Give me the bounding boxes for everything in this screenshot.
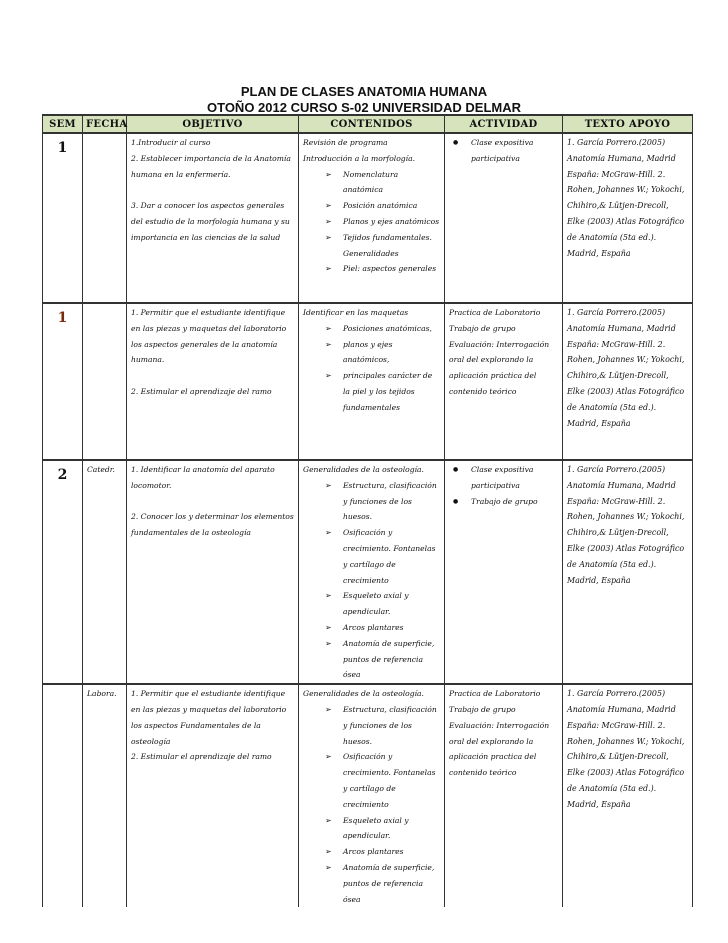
contenidos-list (303, 167, 440, 278)
sem-cell: 1 (43, 133, 83, 303)
actividad-text: Trabajo de grupo (449, 704, 516, 714)
list-item: ➢ Tejidos fundamentales. Generalidades (303, 230, 440, 262)
document-subtitle: OTOÑO 2012 CURSO S-02 UNIVERSIDAD DELMAR (207, 100, 521, 115)
actividad-text: Evaluación: Interrogación oral del explorando la aplicación práctica del contenido teórico (449, 339, 550, 396)
table-row (43, 684, 693, 907)
texto-apoyo-cell: 1. García Porrero.(2005) Anatomía Humana, Madrid España: McGraw-Hill. 2. Rohen, Johannes W.; Yokochi, Chihiro,& Lütjen-Drecoll, Elke (2003) Atlas Fotográfico de Anatomía (5ta ed.). Madrid, España (563, 684, 693, 907)
contenidos-cell (299, 460, 445, 684)
actividad-text: Evaluación: Interrogación oral del explorando la aplicación practica del contenido teórico (449, 720, 550, 778)
objetivo-text: 1.Introducir al curso (131, 138, 211, 147)
sem-cell: 2 (43, 460, 83, 684)
actividad-list (449, 462, 558, 509)
spacer (131, 182, 294, 198)
list-item: ➢ Estructura, clasificación y funciones de los huesos. (303, 478, 440, 525)
objetivo-cell (127, 684, 299, 907)
contenidos-cell (299, 133, 445, 303)
fecha-cell: Labora. (83, 684, 127, 907)
header-contenidos: CONTENIDOS (299, 115, 445, 133)
list-item: ➢ Arcos plantares (303, 844, 440, 860)
class-plan-table (42, 114, 693, 907)
sem-cell: 1 (43, 303, 83, 460)
list-item: ➢ Arcos plantares (303, 620, 440, 636)
table-row (43, 133, 693, 303)
list-item: ➢ Estructura, clasificación y funciones de los huesos. (303, 702, 440, 749)
list-item: ➢ Anatomía de superficie, puntos de referencia ósea (303, 860, 440, 907)
list-item: ➢ Osificación y crecimiento. Fontanelas y cartílago de crecimiento (303, 749, 440, 812)
list-item: ● Clase expositiva participativa (449, 135, 558, 167)
table-row (43, 460, 693, 684)
objetivo-text: 2. Estimular el aprendizaje del ramo (131, 386, 272, 396)
texto-apoyo-cell: 1. García Porrero.(2005) Anatomía Humana, Madrid España: McGraw-Hill. 2. Rohen, Johannes W.; Yokochi, Chihiro,& Lütjen-Drecoll, Elke (2003) Atlas Fotográfico de Anatomía (5ta ed.). Madrid, España (563, 303, 693, 460)
contenidos-cell (299, 684, 445, 907)
contenidos-intro: Generalidades de la osteología. (303, 689, 424, 699)
spacer (131, 368, 294, 384)
list-item: ➢ Posición anatómica (303, 198, 440, 214)
actividad-cell (445, 303, 563, 460)
contenidos-list (303, 321, 440, 416)
header-actividad: ACTIVIDAD (445, 115, 563, 133)
objetivo-text: 3. Dar a conocer los aspectos generales del estudio de la morfología humana y su importancia en las ciencias de la salud (131, 201, 290, 242)
actividad-cell (445, 133, 563, 303)
list-item: ➢ Osificación y crecimiento. Fontanelas y cartílago de crecimiento (303, 525, 440, 588)
objetivo-text: 1. Identificar la anatomía del aparato locomotor. (131, 465, 275, 490)
objetivo-cell (127, 460, 299, 684)
actividad-text: Practica de Laboratorio (449, 308, 541, 317)
fecha-cell: Catedr. (83, 460, 127, 684)
list-item: ➢ Esqueleto axial y apendicular. (303, 813, 440, 845)
actividad-list (449, 135, 558, 167)
list-item: ➢ principales carácter de la piel y los tejidos fundamentales (303, 368, 440, 415)
objetivo-text: 2. Estimular el aprendizaje del ramo (131, 752, 272, 762)
texto-apoyo-cell: 1. García Porrero.(2005) Anatomía Humana, Madrid España: McGraw-Hill. 2. Rohen, Johannes W.; Yokochi, Chihiro,& Lütjen-Drecoll, Elke (2003) Atlas Fotográfico de Anatomía (5ta ed.). Madrid, España (563, 460, 693, 684)
actividad-text: Trabajo de grupo (449, 323, 516, 333)
contenidos-cell (299, 303, 445, 460)
list-item: ➢ planos y ejes anatómicos, (303, 337, 440, 369)
actividad-text: Practica de Laboratorio (449, 689, 541, 699)
contenidos-list (303, 478, 440, 683)
list-item: ➢ Posiciones anatómicas, (303, 321, 440, 337)
list-item: ➢ Anatomía de superficie, puntos de referencia ósea (303, 636, 440, 683)
actividad-cell (445, 684, 563, 907)
header-objetivo: OBJETIVO (127, 115, 299, 133)
header-sem: SEM (43, 115, 83, 133)
list-item: ➢ Esqueleto axial y apendicular. (303, 588, 440, 620)
document-title: PLAN DE CLASES ANATOMIA HUMANA (240, 84, 488, 99)
sem-cell (43, 684, 83, 907)
contenidos-list (303, 702, 440, 907)
objetivo-text: 1. Permitir que el estudiante identifique en las piezas y maquetas del laboratorio los aspectos Fundamentales de la osteología (131, 689, 287, 746)
contenidos-intro: Generalidades de la osteología. (303, 465, 424, 474)
objetivo-text: 2. Conocer los y determinar los elementos fundamentales de la osteología (131, 512, 294, 538)
objetivo-cell (127, 133, 299, 303)
fecha-cell (83, 133, 127, 303)
contenidos-intro: Identificar en las maquetas (303, 308, 409, 317)
list-item: ● Clase expositiva participativa (449, 462, 558, 494)
fecha-cell (83, 303, 127, 460)
table-header-row (43, 115, 693, 133)
table-row (43, 303, 693, 460)
list-item: ➢ Piel: aspectos generales (303, 261, 440, 277)
actividad-cell (445, 460, 563, 684)
list-item: ➢ Planos y ejes anatómicos (303, 214, 440, 230)
spacer (131, 494, 294, 510)
header-texto-apoyo: TEXTO APOYO (563, 115, 693, 133)
contenidos-intro: Introducción a la morfología. (303, 153, 416, 163)
objetivo-cell (127, 303, 299, 460)
texto-apoyo-cell: 1. García Porrero.(2005) Anatomía Humana, Madrid España: McGraw-Hill. 2. Rohen, Johannes W.; Yokochi, Chihiro,& Lütjen-Drecoll, Elke (2003) Atlas Fotográfico de Anatomía (5ta ed.). Madrid, España (563, 133, 693, 303)
contenidos-intro: Revisión de programa (303, 138, 388, 147)
list-item: ● Trabajo de grupo (449, 494, 558, 510)
objetivo-text: 1. Permitir que el estudiante identifique en las piezas y maquetas del laboratorio los aspectos generales de la anatomía humana. (131, 308, 287, 365)
header-fecha: FECHA (83, 115, 127, 133)
objetivo-text: 2. Establecer importancia de la Anatomía humana en la enfermería. (131, 153, 291, 179)
list-item: ➢ Nomenclatura anatómica (303, 167, 440, 199)
